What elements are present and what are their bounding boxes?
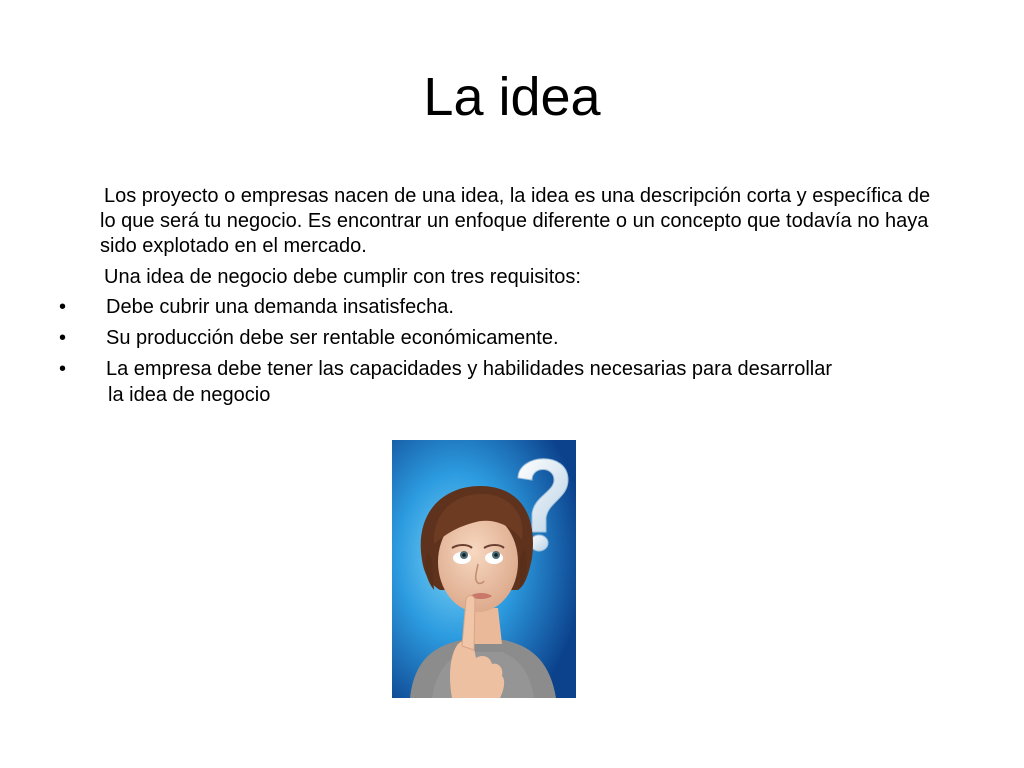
list-item-text: La empresa debe tener las capacidades y habilidades necesarias para desarrollar	[106, 358, 832, 380]
intro-paragraph: Los proyecto o empresas nacen de una idea, la idea es una descripción corta y específica de lo que será tu negocio. Es encontrar un enfoque diferente o un concepto que todavía no haya sido explotado en el mercado.	[100, 185, 931, 257]
list-item-text: Debe cubrir una demanda insatisfecha.	[106, 296, 454, 318]
bullet-marker: •	[59, 327, 67, 349]
list-item-continuation: la idea de negocio	[108, 384, 271, 406]
slide-title: La idea	[423, 67, 601, 127]
requirements-lead: Una idea de negocio debe cumplir con tres requisitos:	[104, 266, 581, 288]
bullet-marker: •	[59, 358, 67, 380]
list-item	[56, 356, 956, 408]
requirements-list	[56, 294, 956, 408]
bullet-marker: •	[59, 296, 67, 318]
list-item	[56, 294, 956, 320]
thinking-woman-photo	[392, 440, 576, 698]
slide-body	[56, 184, 956, 413]
thinking-woman-illustration	[392, 440, 576, 698]
list-item	[56, 325, 956, 351]
list-item-text: Su producción debe ser rentable económicamente.	[106, 327, 559, 349]
